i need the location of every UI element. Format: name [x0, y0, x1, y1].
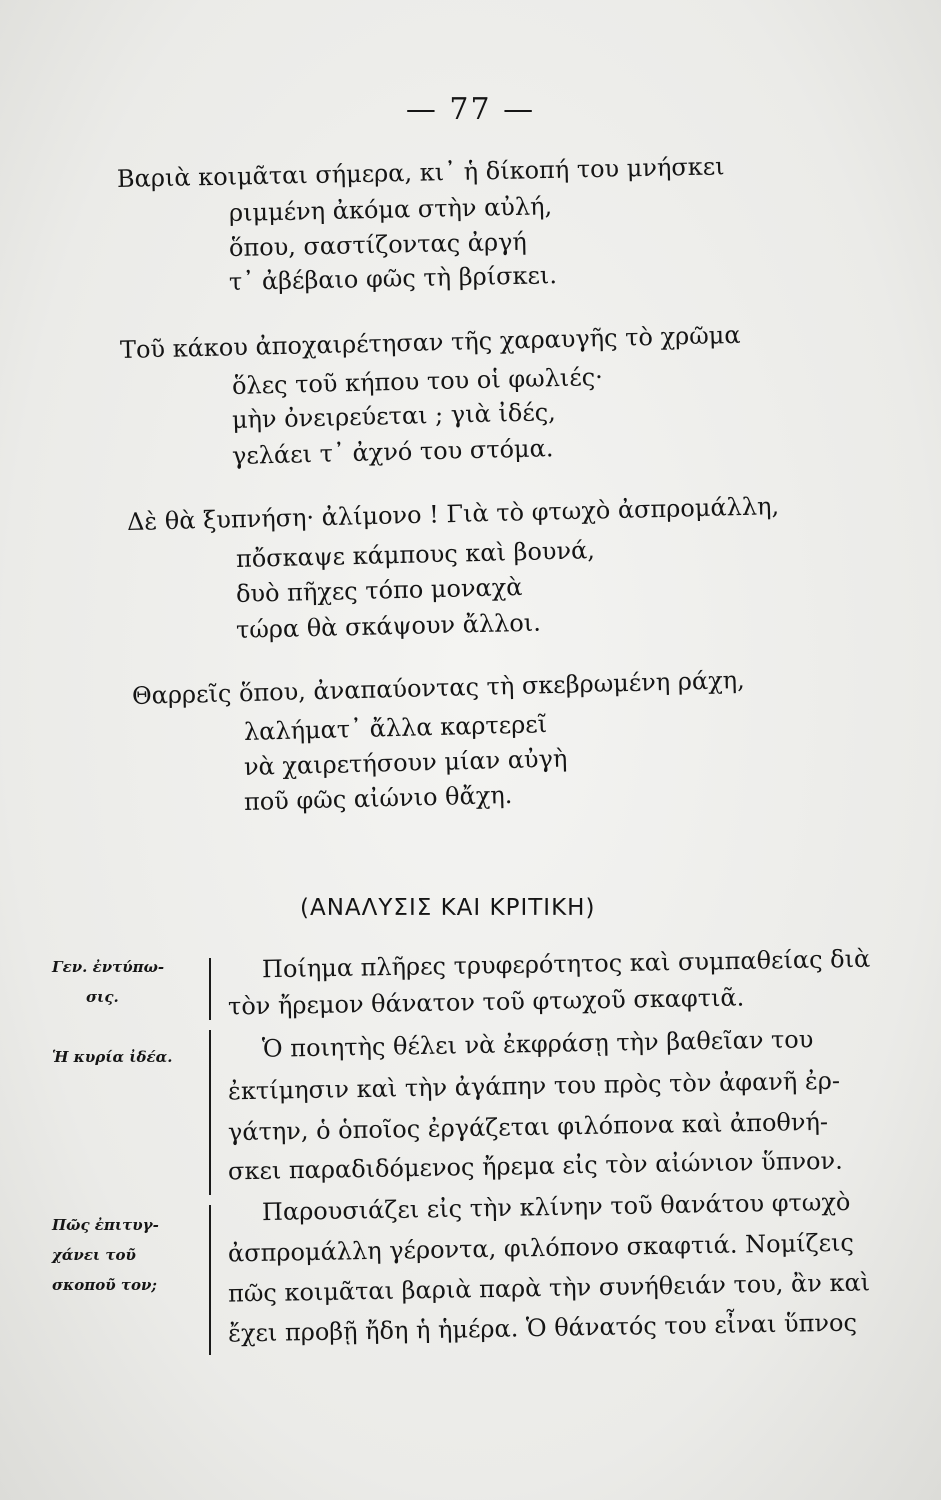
analysis-line: Ποίημα πλῆρες τρυφερότητος καὶ συμπαθείας διὰ — [261, 944, 871, 984]
margin-note-line: σκοποῦ τον; — [52, 1276, 157, 1294]
poem-line: τ᾽ ἀβέβαιο φῶς τὴ βρίσκει. — [228, 261, 558, 296]
margin-note-line: χάνει τοῦ — [52, 1246, 136, 1264]
margin-note-line: Πῶς ἐπιτυγ- — [52, 1216, 159, 1234]
analysis-line: σκει παραδιδόμενος ἤρεμα εἰς τὸν αἰώνιον ὕπνον. — [227, 1146, 843, 1186]
poem-line: νὰ χαιρετήσουν μίαν αὐγὴ — [243, 744, 568, 781]
margin-note-main-idea — [52, 1042, 204, 1072]
poem-line: ὅπου, σαστίζοντας ἀργή — [228, 227, 528, 262]
poem-line: Τοῦ κάκου ἀποχαιρέτησαν τῆς χαραυγῆς τὸ χρῶμα — [119, 320, 741, 364]
poem-line: λαλήματ᾽ ἄλλα καρτερεῖ — [243, 710, 548, 746]
poem-line: Δὲ θὰ ξυπνήση· ἀλίμονο ! Γιὰ τὸ φτωχὸ ἀσπρομάλλη, — [126, 492, 780, 536]
margin-note-achievement — [52, 1210, 204, 1300]
poem-line: Βαριὰ κοιμᾶται σήμερα, κι᾽ ἡ δίκοπή του μνήσκει — [116, 152, 725, 193]
poem-line: γελάει τ᾽ ἀχνό του στόμα. — [231, 434, 554, 470]
analysis-line: γάτην, ὁ ὁποῖος ἐργάζεται φιλόπονα καὶ ἀποθνή- — [227, 1107, 829, 1147]
section-heading: (ΑΝΑΛΥΣΙΣ ΚΑΙ ΚΡΙΤΙΚΗ) — [300, 895, 596, 921]
analysis-line: πῶς κοιμᾶται βαριὰ παρὰ τὴν συνήθειάν του, ἂν καὶ — [227, 1268, 871, 1308]
margin-note-impression — [52, 952, 204, 1012]
analysis-line: ἀσπρομάλλη γέροντα, φιλόπονο σκαφτιά. Νομίζεις — [227, 1228, 855, 1268]
poem-line: τώρα θὰ σκάψουν ἄλλοι. — [235, 608, 542, 644]
analysis-line: Παρουσιάζει εἰς τὴν κλίνην τοῦ θανάτου φτωχὸ — [261, 1187, 851, 1227]
analysis-line: τὸν ἤρεμον θάνατον τοῦ φτωχοῦ σκαφτιᾶ. — [227, 983, 745, 1021]
margin-note-line: Γεν. ἐντύπω- — [52, 958, 165, 976]
analysis-line: Ὁ ποιητὴς θέλει νὰ ἐκφράσῃ τὴν βαθεῖαν του — [261, 1025, 814, 1063]
poem-line: μὴν ὀνειρεύεται ; γιὰ ἰδές, — [231, 398, 557, 434]
poem-line: ὅλες τοῦ κήπου του οἱ φωλιές· — [231, 362, 604, 400]
analysis-line: ἔχει προβῇ ἤδη ἡ ἡμέρα. Ὁ θάνατός του εἶναι ὕπνος — [227, 1308, 858, 1348]
page-number: — 77 — — [405, 92, 536, 127]
poem-line: δυὸ πῆχες τόπο μοναχὰ — [235, 573, 523, 608]
poem-line: πὄσκαψε κάμπους καὶ βουνά, — [235, 536, 596, 573]
margin-rule — [209, 1205, 211, 1355]
margin-note-line: σις. — [86, 988, 119, 1006]
analysis-line: ἐκτίμησιν καὶ τὴν ἀγάπην του πρὸς τὸν ἀφανῆ ἐρ- — [227, 1066, 841, 1106]
margin-note-line: Ἡ κυρία ἰδέα. — [52, 1048, 173, 1066]
poem-line: ποῦ φῶς αἰώνιο θἄχη. — [243, 780, 513, 816]
poem-line: ριμμένη ἀκόμα στὴν αὐλή, — [228, 192, 553, 227]
poem-line: Θαρρεῖς ὅπου, ἀναπαύοντας τὴ σκεβρωμένη ράχη, — [131, 665, 746, 710]
margin-rule — [209, 1030, 211, 1195]
margin-rule — [209, 958, 211, 1020]
